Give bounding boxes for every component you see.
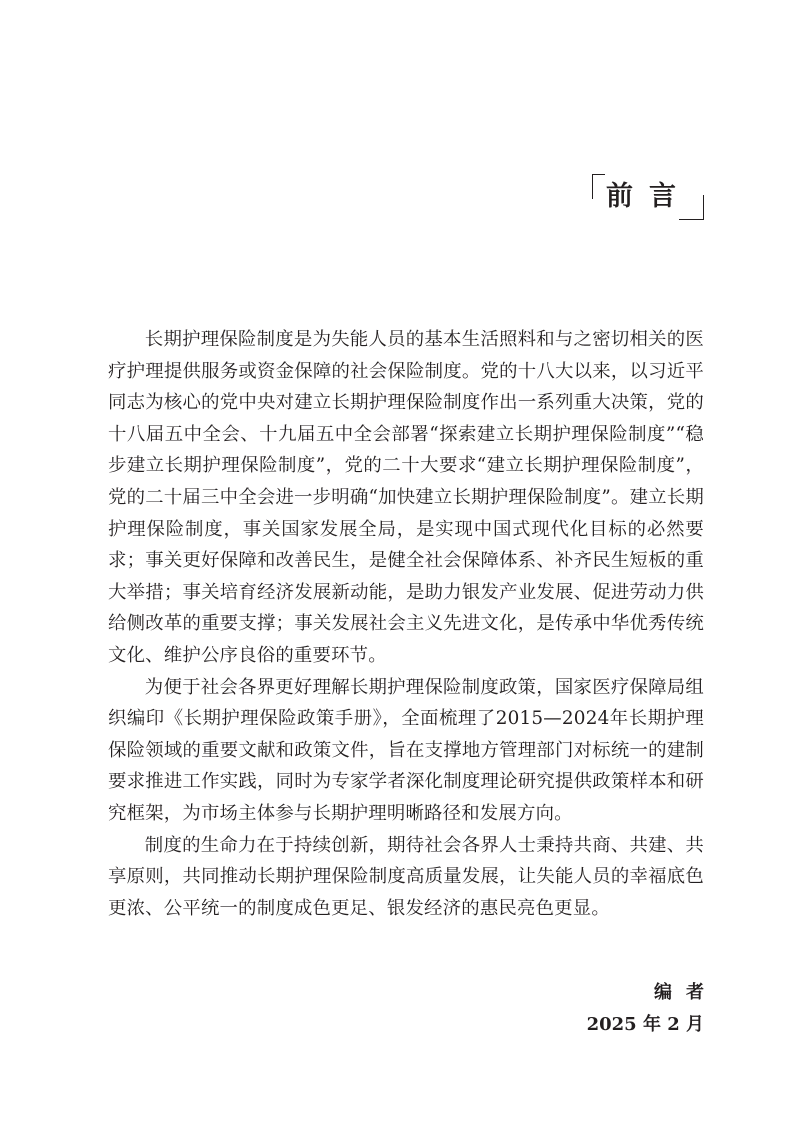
- signature-editor: 编者: [654, 982, 718, 1003]
- bracket-top-left-decoration: [592, 174, 605, 199]
- bracket-bottom-right-decoration: [679, 195, 704, 220]
- paragraph-3: 制度的生命力在于持续创新，期待社会各界人士秉持共商、共建、共享原则，共同推动长期护理保险制度高质量发展，让失能人员的幸福底色更浓、公平统一的制度成色更足、银发经济的惠民亮色更显。: [108, 834, 704, 919]
- page-title: 前言: [606, 181, 692, 212]
- preface-heading: [592, 174, 704, 220]
- signature-block: [586, 978, 718, 1040]
- paragraph-1: 长期护理保险制度是为失能人员的基本生活照料和与之密切相关的医疗护理提供服务或资金保障的社会保险制度。党的十八大以来，以习近平同志为核心的党中央对建立长期护理保险制度作出一系列重大决策，党的十八届五中全会、十九届五中全会部署“探索建立长期护理保险制度”“稳步建立长期护理保险制度”，党的二十大要求“建立长期护理保险制度”，党的二十届三中全会进一步明确“加快建立长期护理保险制度”。建立长期护理保险制度，事关国家发展全局，是实现中国式现代化目标的必然要求；事关更好保障和改善民生，是健全社会保障体系、补齐民生短板的重大举措；事关培育经济发展新动能，是助力银发产业发展、促进劳动力供给侧改革的重要支撑；事关发展社会主义先进文化，是传承中华优秀传统文化、维护公序良俗的重要环节。: [108, 329, 704, 666]
- paragraph-2: 为便于社会各界更好理解长期护理保险制度政策，国家医疗保障局组织编印《长期护理保险政策手册》，全面梳理了2015—2024年长期护理保险领域的重要文献和政策文件，旨在支撑地方管理部门对标统一的建制要求推进工作实践，同时为专家学者深化制度理论研究提供政策样本和研究框架，为市场主体参与长期护理明晰路径和发展方向。: [108, 676, 704, 824]
- signature-date: 2025 年 2 月: [586, 1014, 704, 1035]
- preface-body: [108, 324, 704, 924]
